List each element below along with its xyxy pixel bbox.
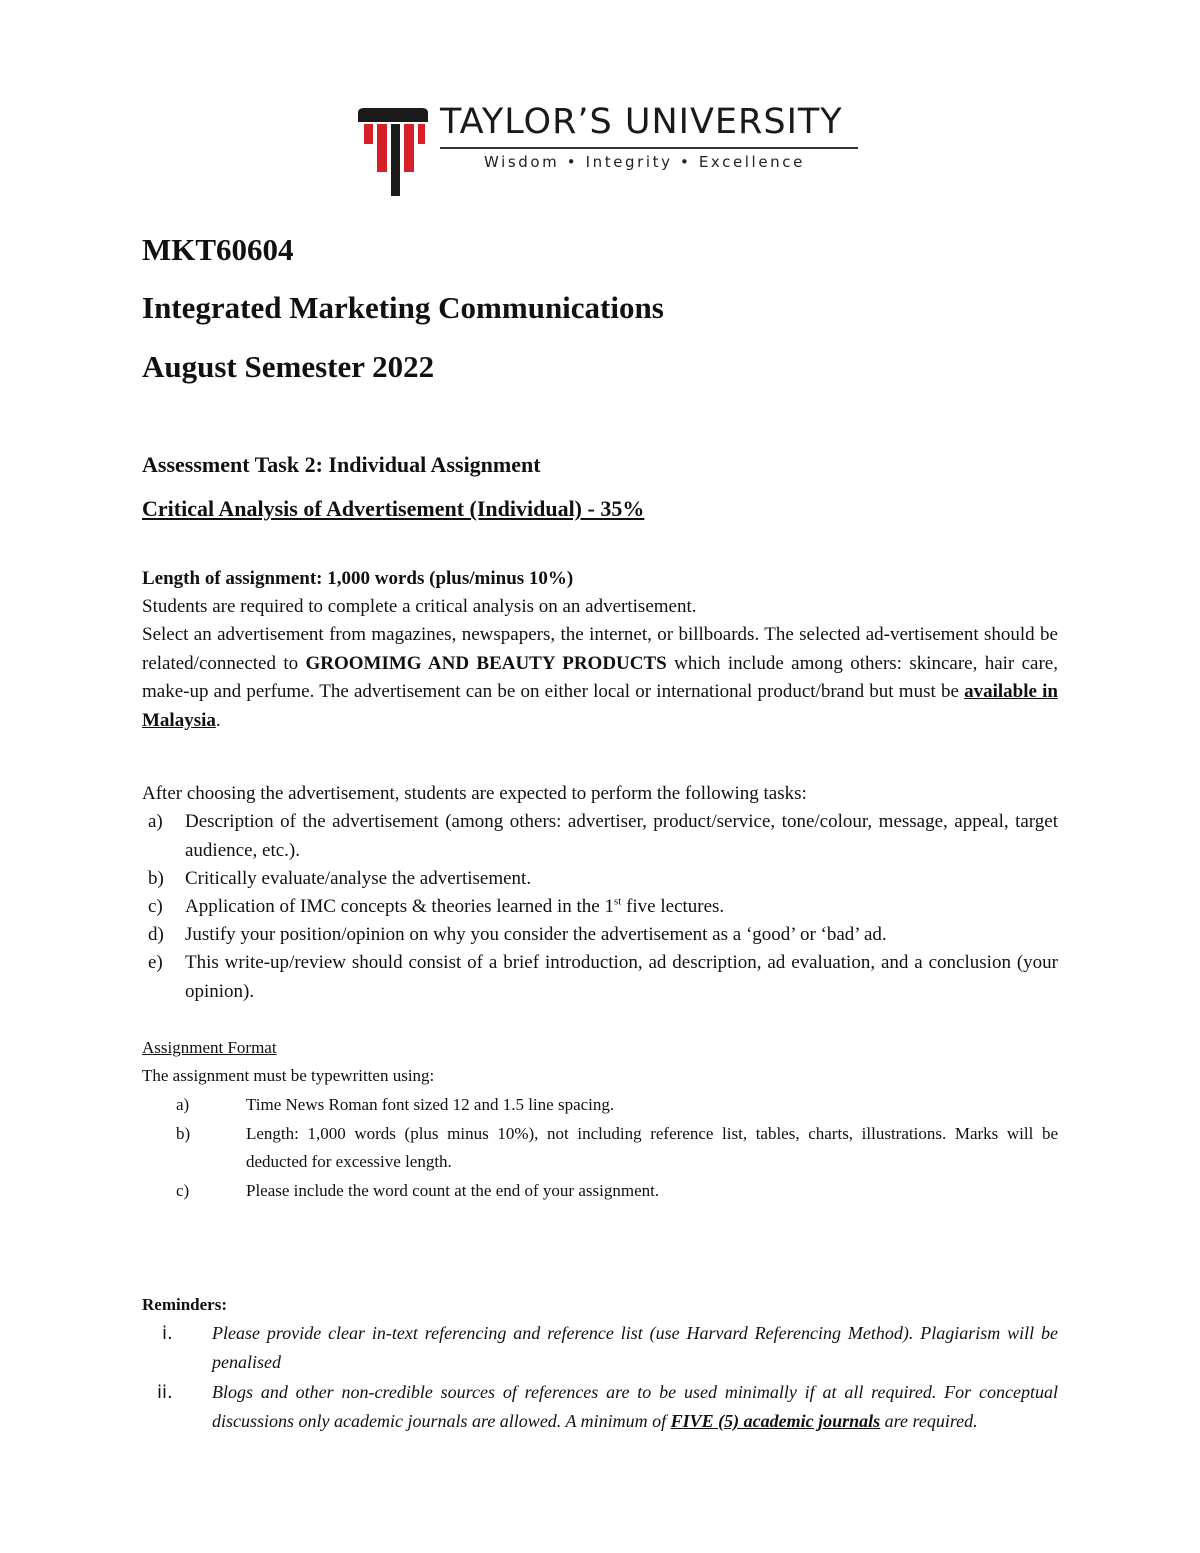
ordinal-superscript: st (613, 895, 622, 908)
task-item: Critically evaluate/analyse the advertisement. (185, 868, 532, 889)
reminder-item: Please provide clear in-text referencing and reference list (use Harvard Referencing Method). Plagiarism will be penalised (212, 1323, 1058, 1372)
format-label: b) (176, 1124, 191, 1143)
task-label: c) (148, 896, 163, 917)
semester-title: August Semester 2022 (142, 349, 435, 384)
reminder-label: i. (162, 1323, 173, 1344)
journal-requirement: FIVE (5) academic journals (670, 1411, 881, 1431)
format-heading: Assignment Format (142, 1038, 277, 1057)
reminder-text-b: are required. (880, 1411, 978, 1431)
logo-divider (440, 147, 858, 149)
length-paragraph (142, 621, 1058, 735)
university-name: TAYLOR’S UNIVERSITY (440, 102, 843, 142)
task-item: This write-up/review should consist of a brief introduction, ad description, ad evaluation, and a conclusion (your opinion). (185, 952, 1058, 1002)
assessment-title: Critical Analysis of Advertisement (Individual) - 35% (142, 496, 645, 521)
university-logo (358, 102, 862, 198)
tasks-intro: After choosing the advertisement, students are expected to perform the following tasks: (142, 783, 807, 804)
format-item: Please include the word count at the end of your assignment. (246, 1181, 660, 1200)
format-item: Time News Roman font sized 12 and 1.5 line spacing. (246, 1095, 615, 1114)
format-label: c) (176, 1181, 190, 1200)
length-text-end: . (215, 709, 221, 731)
task-text-a: Application of IMC concepts & theories learned in the 1 (185, 896, 614, 917)
task-item: Description of the advertisement (among others: advertiser, product/service, tone/colour, message, appeal, target audience, etc.). (185, 811, 1058, 861)
task-item (185, 893, 1058, 922)
task-item: Justify your position/opinion on why you consider the advertisement as a ‘good’ or ‘bad’ ad. (185, 924, 887, 945)
course-code: MKT60604 (142, 232, 294, 267)
task-text-b: five lectures. (621, 896, 725, 917)
length-heading: Length of assignment: 1,000 words (plus/minus 10%) (142, 568, 574, 589)
product-category: GROOMIMG AND BEAUTY PRODUCTS (305, 652, 667, 674)
length-text-b: which include among others: skincare, hair care, make-up and perfume. The advertisement can be on either local or international product/brand but must be (142, 652, 1058, 702)
university-tagline: Wisdom • Integrity • Excellence (484, 153, 805, 171)
task-label: e) (148, 952, 163, 973)
length-text-a: Select an advertisement from magazines, newspapers, the internet, or billboards. The selected ad-vertisement should be related/connected to (142, 624, 1058, 674)
assessment-task-heading: Assessment Task 2: Individual Assignment (142, 452, 541, 477)
university-crest-icon (358, 108, 428, 196)
length-intro: Students are required to complete a critical analysis on an advertisement. (142, 596, 697, 617)
task-label: b) (148, 868, 164, 889)
course-title: Integrated Marketing Communications (142, 290, 664, 325)
format-intro: The assignment must be typewritten using: (142, 1066, 435, 1085)
reminder-text-a: Blogs and other non-credible sources of references are to be used minimally if at all required. For conceptual discussions only academic journals are allowed. A minimum of (212, 1382, 1058, 1431)
reminder-item (212, 1378, 1058, 1436)
task-label: a) (148, 811, 163, 832)
format-label: a) (176, 1095, 190, 1114)
reminders-heading: Reminders: (142, 1295, 227, 1314)
format-item: Length: 1,000 words (plus minus 10%), not including reference list, tables, charts, illustrations. Marks will be deducted for excessive length. (246, 1124, 1058, 1171)
task-label: d) (148, 924, 164, 945)
availability-note: available in Malaysia (142, 681, 1058, 731)
reminder-label: ii. (157, 1382, 173, 1403)
